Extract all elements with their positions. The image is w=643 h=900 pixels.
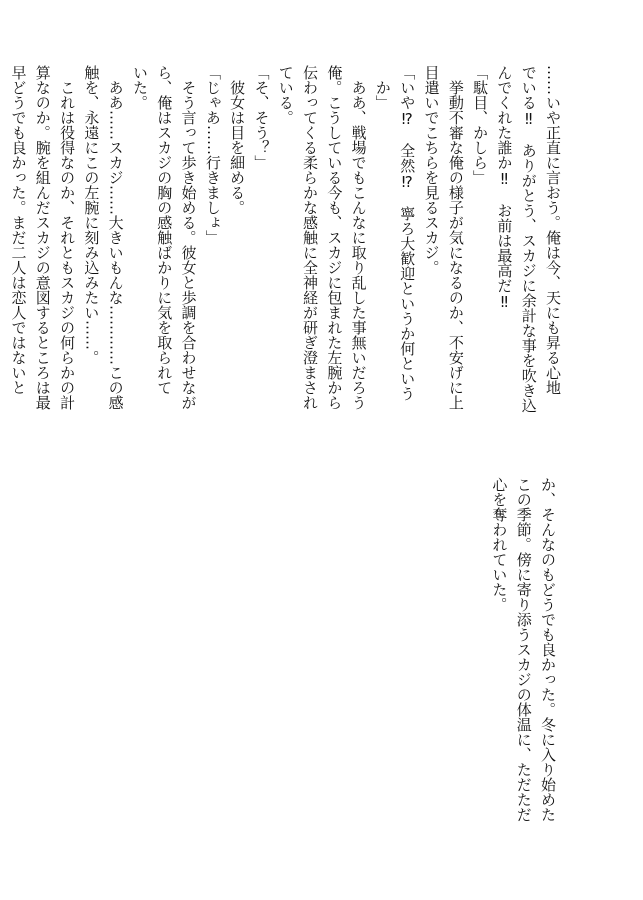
text-line: ら、俺はスカジの胸の感触ばかりに気を取られて bbox=[155, 65, 174, 395]
text-line: か」 bbox=[373, 65, 392, 110]
text-line: そう言って歩き始める。彼女と歩調を合わせなが bbox=[179, 65, 198, 410]
text-line: ああ、戦場でもこんなに取り乱した事無いだろう bbox=[349, 65, 368, 410]
text-line: 早どうでも良かった。まだ二人は恋人ではないと bbox=[9, 65, 28, 395]
text-line: 挙動不審な俺の様子が気になるのか、不安げに上 bbox=[446, 65, 465, 410]
text-line: 「じゃあ……行きましょ」 bbox=[203, 65, 222, 245]
text-line: 彼女は目を細める。 bbox=[228, 65, 247, 215]
text-line: 「いや⁉ 全然⁉ 寧ろ大歓迎というか何という bbox=[398, 65, 417, 401]
text-line: か、そんなのもどうでも良かった。冬に入り始めた bbox=[539, 477, 557, 822]
text-line: この季節。傍に寄り添うスカジの体温に、ただただ bbox=[514, 477, 533, 822]
text-line: 算なのか。腕を組んだスカジの意図するところは最 bbox=[33, 65, 52, 410]
text-line: いた。 bbox=[130, 65, 149, 110]
text-line: 伝わってくる柔らかな感触に全神経が研ぎ澄まされ bbox=[301, 65, 320, 410]
text-line: んでくれた誰か‼ お前は最高だ‼ bbox=[495, 65, 514, 311]
lower-text-block bbox=[487, 477, 560, 837]
upper-text-block bbox=[6, 65, 565, 415]
text-line: ……いや正直に言おう。俺は今、天にも昇る心地 bbox=[544, 65, 562, 395]
text-line: 触を、永遠にこの左腕に刻み込みたい……。 bbox=[82, 65, 101, 365]
text-line: ている。 bbox=[276, 65, 295, 125]
text-line: これは役得なのか、それともスカジの何らかの計 bbox=[58, 65, 77, 410]
text-line: 心を奪われていた。 bbox=[490, 477, 509, 612]
text-line: でいる‼ ありがとう、スカジに余計な事を吹き込 bbox=[519, 65, 538, 413]
text-line: ああ……スカジ……大きいもんな…………この感 bbox=[106, 65, 125, 410]
text-line: 「そ、そう？」 bbox=[252, 65, 271, 170]
text-line: 目遣いでこちらを見るスカジ。 bbox=[422, 65, 441, 275]
text-line: 俺。こうしている今も、スカジに包まれた左腕から bbox=[325, 65, 344, 410]
text-line: 「駄目、かしら」 bbox=[471, 65, 490, 185]
